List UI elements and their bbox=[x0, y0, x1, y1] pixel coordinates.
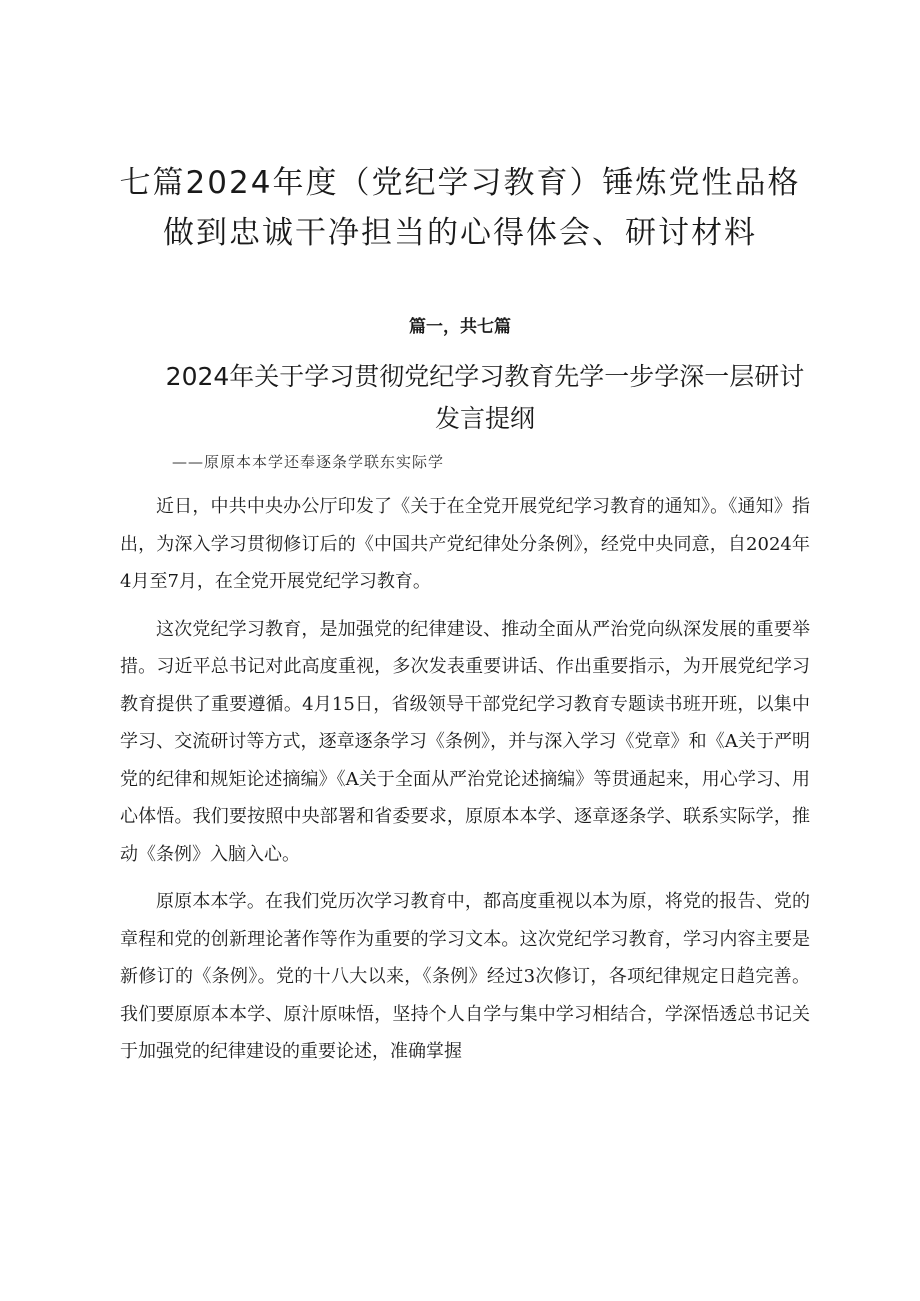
document-title: 七篇2024年度（党纪学习教育）锤炼党性品格做到忠诚干净担当的心得体会、研讨材料 bbox=[119, 165, 801, 251]
part-label: 篇一，共七篇 bbox=[409, 317, 511, 337]
paragraph: 近日，中共中央办公厅印发了《关于在全党开展党纪学习教育的通知》。《通知》指出，为深入学习贯彻修订后的《中国共产党纪律处分条例》，经党中央同意，自2024年4月至7月，在全党开展党纪学习教育。 bbox=[120, 496, 810, 592]
article-body bbox=[120, 488, 810, 1081]
paragraph: 这次党纪学习教育，是加强党的纪律建设、推动全面从严治党向纵深发展的重要举措。习近平总书记对此高度重视，多次发表重要讲话、作出重要指示，为开展党纪学习教育提供了重要遵循。4月15日，省级领导干部党纪学习教育专题读书班开班，以集中学习、交流研讨等方式，逐章逐条学习《条例》，并与深入学习《党章》和《A关于严明党的纪律和规矩论述摘编》《A关于全面从严治党论述摘编》等贯通起来，用心学习、用心体悟。我们要按照中央部署和省委要求，原原本本学、逐章逐条学、联系实际学，推动《条例》入脑入心。 bbox=[120, 618, 810, 865]
article-subtitle: 2024年关于学习贯彻党纪学习教育先学一步学深一层研讨发言提纲 bbox=[165, 362, 805, 433]
paragraph: 原原本本学。在我们党历次学习教育中，都高度重视以本为原，将党的报告、党的章程和党的创新理论著作等作为重要的学习文本。这次党纪学习教育，学习内容主要是新修订的《条例》。党的十八大以来，《条例》经过3次修订，各项纪律规定日趋完善。我们要原原本本学、原汁原味悟，坚持个人自学与集中学习相结合，学深悟透总书记关于加强党的纪律建设的重要论述，准确掌握 bbox=[120, 891, 810, 1062]
article-byline: ——原原本本学还奉逐条学联东实际学 bbox=[172, 453, 445, 471]
